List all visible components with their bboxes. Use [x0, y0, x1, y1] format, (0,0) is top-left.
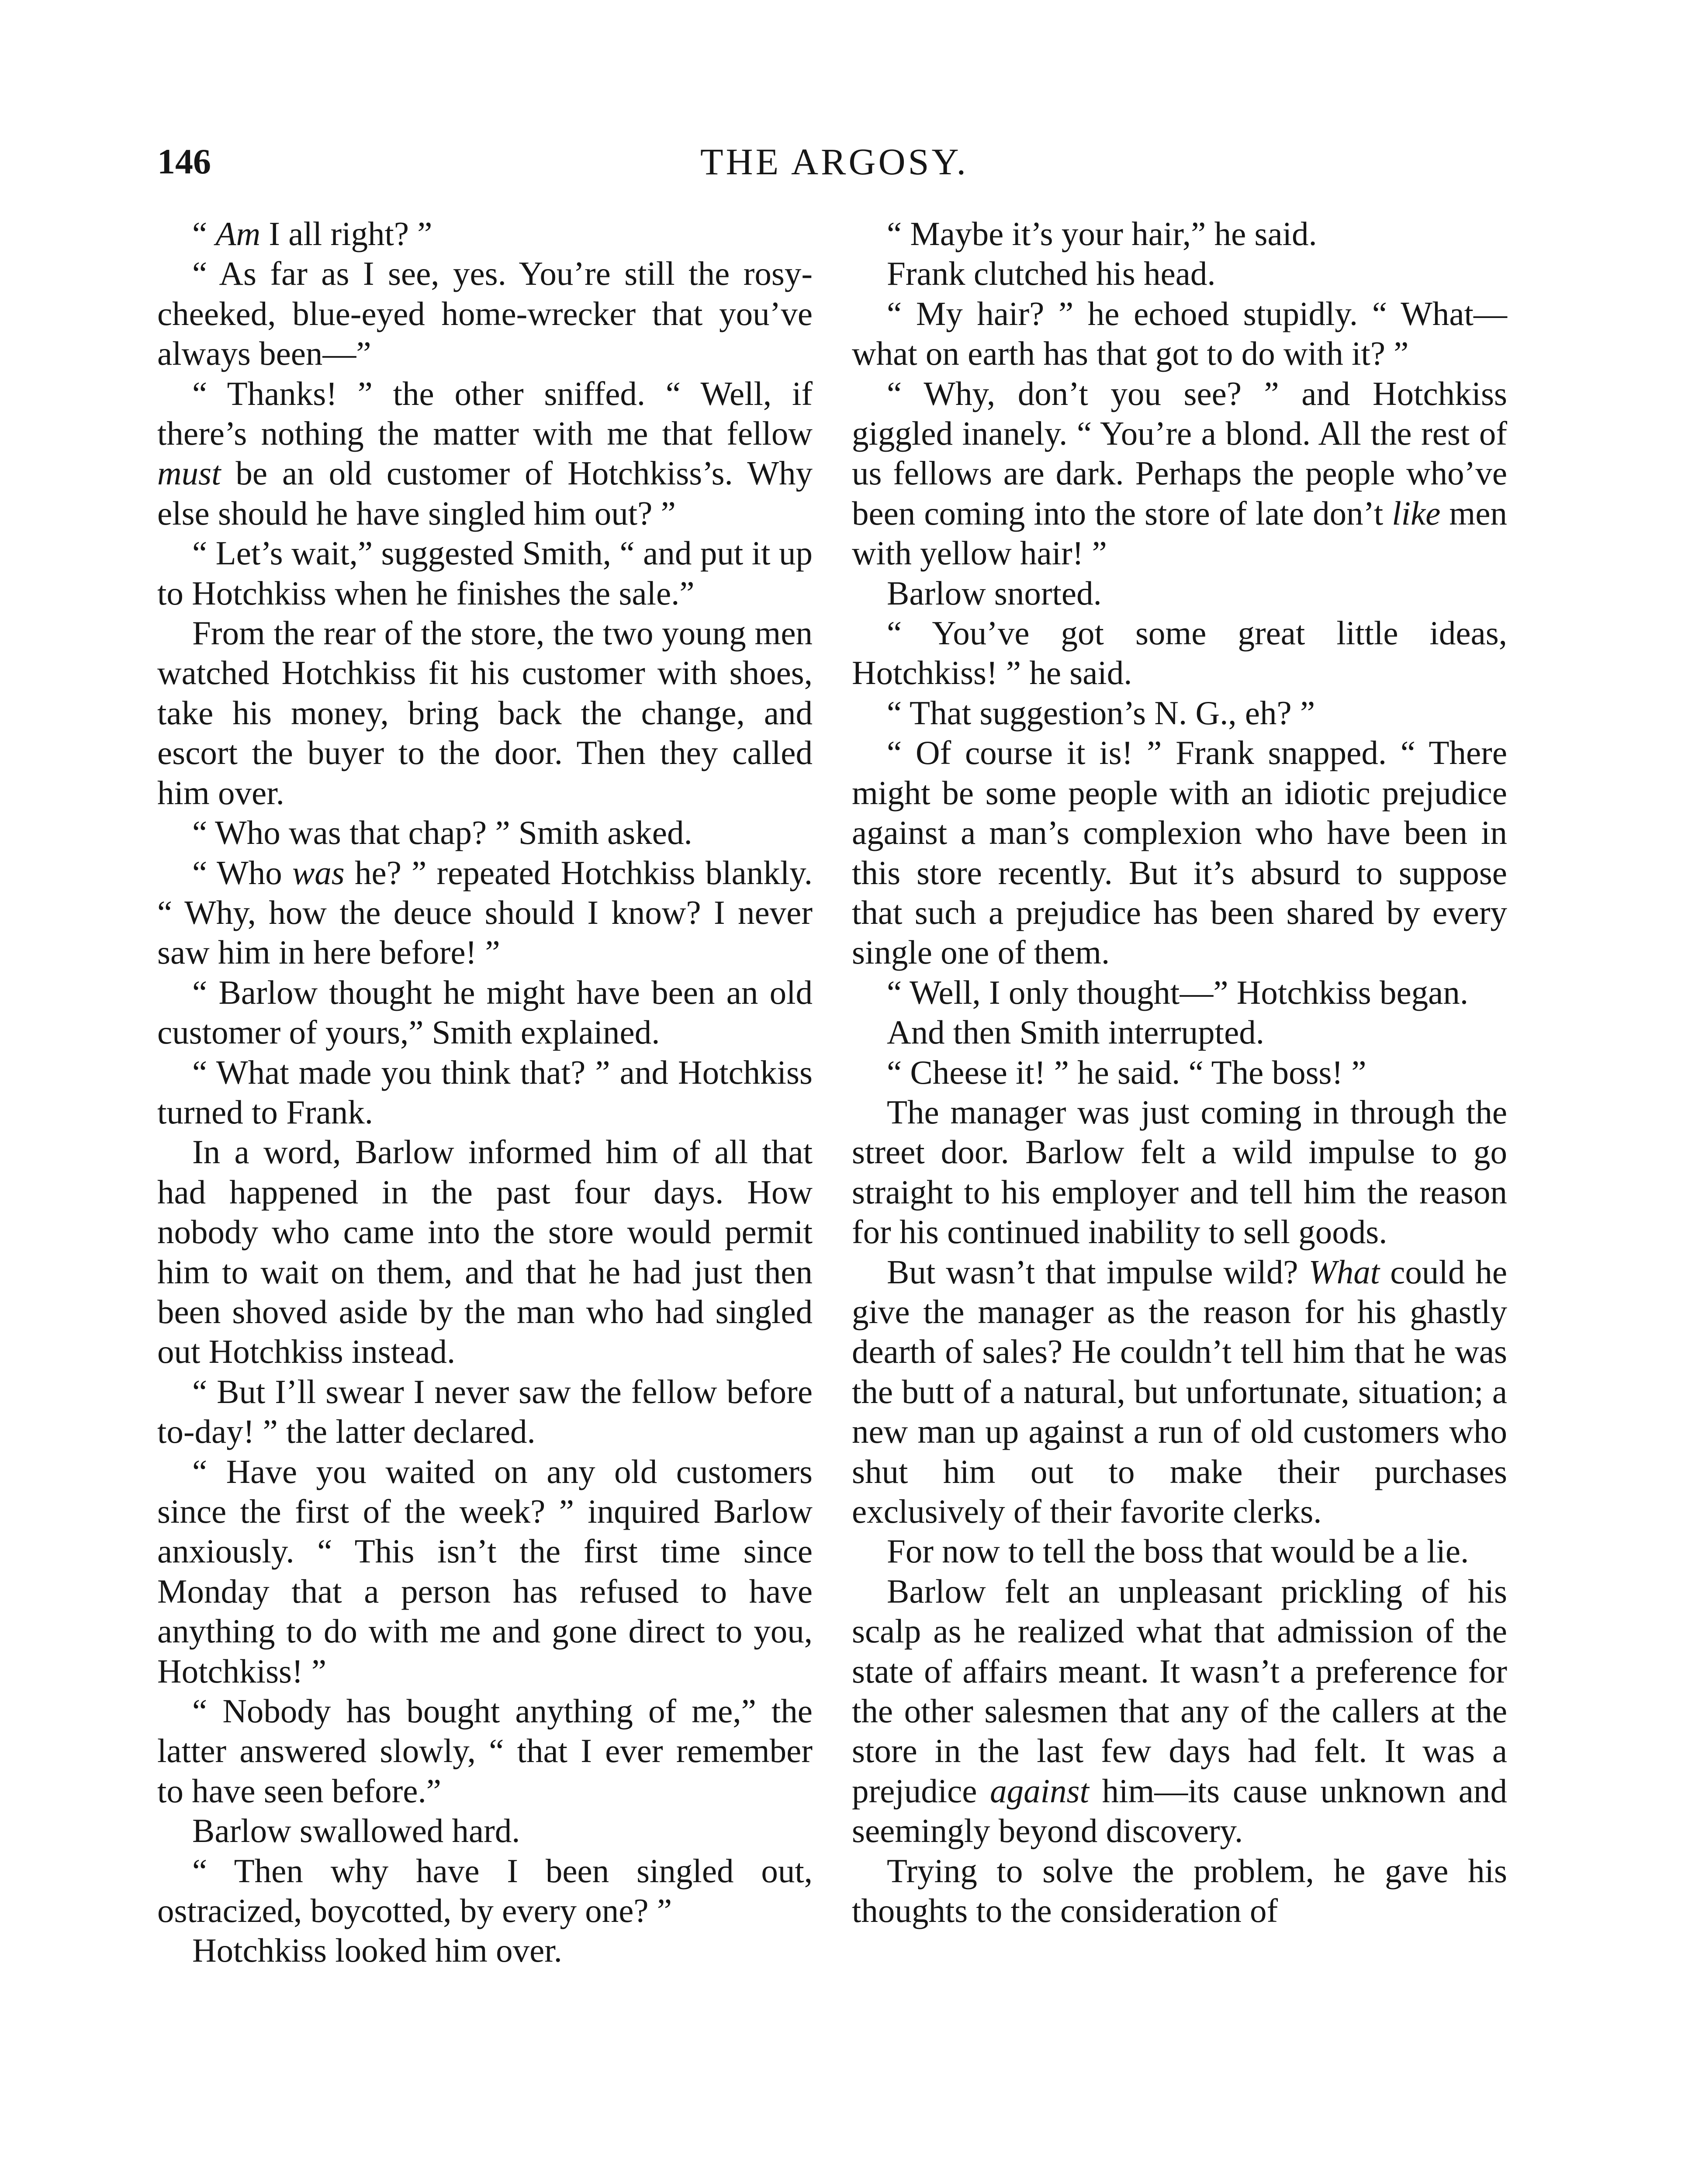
paragraph: [157, 214, 813, 254]
left-text-column: [157, 214, 813, 1971]
text-run: From the rear of the store, the two young men watched Hotchkiss fit his customer with shoes, take his money, bring back the change, and escort the buyer to the door. Then they called him over.: [157, 614, 813, 812]
text-run: “ But I’ll swear I never saw the fellow before to-day! ” the latter declared.: [157, 1372, 813, 1451]
paragraph: [157, 1053, 813, 1133]
text-run: “ Well, I only thought—” Hotchkiss began.: [887, 973, 1469, 1011]
text-run: “ What made you think that? ” and Hotchkiss turned to Frank.: [157, 1053, 813, 1131]
paragraph: [157, 973, 813, 1053]
text-run: For now to tell the boss that would be a lie.: [887, 1532, 1469, 1570]
paragraph: [852, 574, 1507, 613]
paragraph: [157, 813, 813, 853]
italic-text: Am: [215, 215, 261, 252]
paragraph: [852, 1851, 1507, 1931]
text-run: But wasn’t that impulse wild?: [887, 1253, 1309, 1291]
text-run: Barlow snorted.: [887, 574, 1102, 612]
paragraph: [852, 693, 1507, 733]
text-run: “ That suggestion’s N. G., eh? ”: [887, 694, 1315, 732]
text-run: “ Have you waited on any old customers since the first of the week? ” inquired Barlow anxiously. “ This isn’t the first time since Monday that a person has refused to have anything to do with me and gone direct to you, Hotchkiss! ”: [157, 1452, 813, 1690]
text-run: “ Nobody has bought anything of me,” the latter answered slowly, “ that I ever remember to have seen before.”: [157, 1692, 813, 1810]
text-run: I all right? ”: [260, 215, 432, 252]
text-run: “ As far as I see, yes. You’re still the rosy-cheeked, blue-eyed home-wrecker that you’ve always been—”: [157, 255, 813, 373]
paragraph: [852, 294, 1507, 374]
paragraph: [157, 853, 813, 973]
text-run: “ Who: [192, 854, 292, 892]
paragraph: [852, 1092, 1507, 1252]
paragraph: [852, 1053, 1507, 1092]
italic-text: like: [1392, 494, 1441, 532]
text-run: And then Smith interrupted.: [887, 1013, 1264, 1051]
page-header: [157, 140, 1512, 201]
text-run: “ Why, don’t you see? ” and Hotchkiss giggled inanely. “ You’re a blond. All the rest of us fellows are dark. Perhaps the people who’ve been coming into the store of late don’t: [852, 374, 1507, 532]
paragraph: [852, 973, 1507, 1013]
text-run: “ You’ve got some great little ideas, Hotchkiss! ” he said.: [852, 614, 1507, 692]
text-run: Hotchkiss looked him over.: [192, 1932, 562, 1970]
paragraph: [157, 1132, 813, 1372]
text-run: “: [192, 215, 216, 252]
paragraph: [157, 1931, 813, 1970]
paragraph: [852, 374, 1507, 574]
paragraph: [852, 1252, 1507, 1532]
paragraph: [157, 1691, 813, 1811]
italic-text: must: [157, 454, 221, 492]
italic-text: was: [292, 854, 345, 892]
text-run: could he give the manager as the reason for his ghastly dearth of sales? He couldn’t tell him that he was the butt of a natural, but unfortunate, situation; a new man up against a run of old customers who shut him out to make their purchases exclusively of their favorite clerks.: [852, 1253, 1508, 1530]
paragraph: [157, 533, 813, 613]
text-run: Barlow swallowed hard.: [192, 1812, 520, 1850]
paragraph: [852, 1013, 1507, 1052]
paragraph: [157, 254, 813, 373]
text-run: “ My hair? ” he echoed stupidly. “ What—what on earth has that got to do with it? ”: [852, 294, 1507, 373]
italic-text: against: [990, 1772, 1089, 1810]
text-run: The manager was just coming in through the street door. Barlow felt a wild impulse to go straight to his employer and tell him the reason for his continued inability to sell goods.: [852, 1093, 1507, 1251]
text-run: “ Barlow thought he might have been an old customer of yours,” Smith explained.: [157, 973, 813, 1051]
paragraph: [852, 1531, 1507, 1571]
text-run: “ Who was that chap? ” Smith asked.: [192, 814, 692, 852]
paragraph: [852, 1572, 1507, 1851]
paragraph: [852, 733, 1507, 972]
text-run: be an old customer of Hotchkiss’s. Why else should he have singled him out? ”: [157, 454, 813, 532]
text-run: “ Then why have I been singled out, ostracized, boycotted, by every one? ”: [157, 1852, 813, 1930]
paragraph: [157, 613, 813, 813]
text-run: In a word, Barlow informed him of all that had happened in the past four days. How nobody who came into the store would permit him to wait on them, and that he had just then been shoved aside by the man who had singled out Hotchkiss instead.: [157, 1133, 813, 1371]
running-title: THE ARGOSY.: [700, 141, 969, 183]
text-run: “ Of course it is! ” Frank snapped. “ There might be some people with an idiotic prejudice against a man’s complexion who have been in this store recently. But it’s absurd to suppose that such a prejudice has been shared by every single one of them.: [852, 734, 1507, 971]
text-run: men with yellow hair! ”: [852, 494, 1507, 572]
paragraph: [157, 374, 813, 534]
text-run: “ Thanks! ” the other sniffed. “ Well, if there’s nothing the matter with me that fellow: [157, 374, 813, 453]
paragraph: [157, 1811, 813, 1851]
text-run: Frank clutched his head.: [887, 255, 1216, 293]
text-run: Barlow felt an unpleasant prickling of his scalp as he realized what that admission of the state of affairs meant. It wasn’t a preference for the other salesmen that any of the callers at the store in the last few days had felt. It was a prejudice: [852, 1572, 1507, 1810]
paragraph: [852, 254, 1507, 294]
text-run: “ Let’s wait,” suggested Smith, “ and put it up to Hotchkiss when he finishes the sale.”: [157, 534, 813, 612]
text-run: “ Cheese it! ” he said. “ The boss! ”: [887, 1053, 1366, 1091]
paragraph: [157, 1372, 813, 1452]
text-run: he? ” repeated Hotchkiss blankly. “ Why, how the deuce should I know? I never saw him in here before! ”: [157, 854, 813, 971]
paragraph: [852, 613, 1507, 693]
paragraph: [157, 1452, 813, 1691]
paragraph: [157, 1851, 813, 1931]
text-run: Trying to solve the problem, he gave his thoughts to the consideration of: [852, 1852, 1507, 1930]
text-run: “ Maybe it’s your hair,” he said.: [887, 215, 1317, 252]
paragraph: [852, 214, 1507, 254]
right-text-column: [852, 214, 1507, 1931]
page-number: 146: [157, 142, 211, 181]
italic-text: What: [1308, 1253, 1380, 1291]
text-run: him—its cause unknown and seemingly beyond discovery.: [852, 1772, 1507, 1850]
